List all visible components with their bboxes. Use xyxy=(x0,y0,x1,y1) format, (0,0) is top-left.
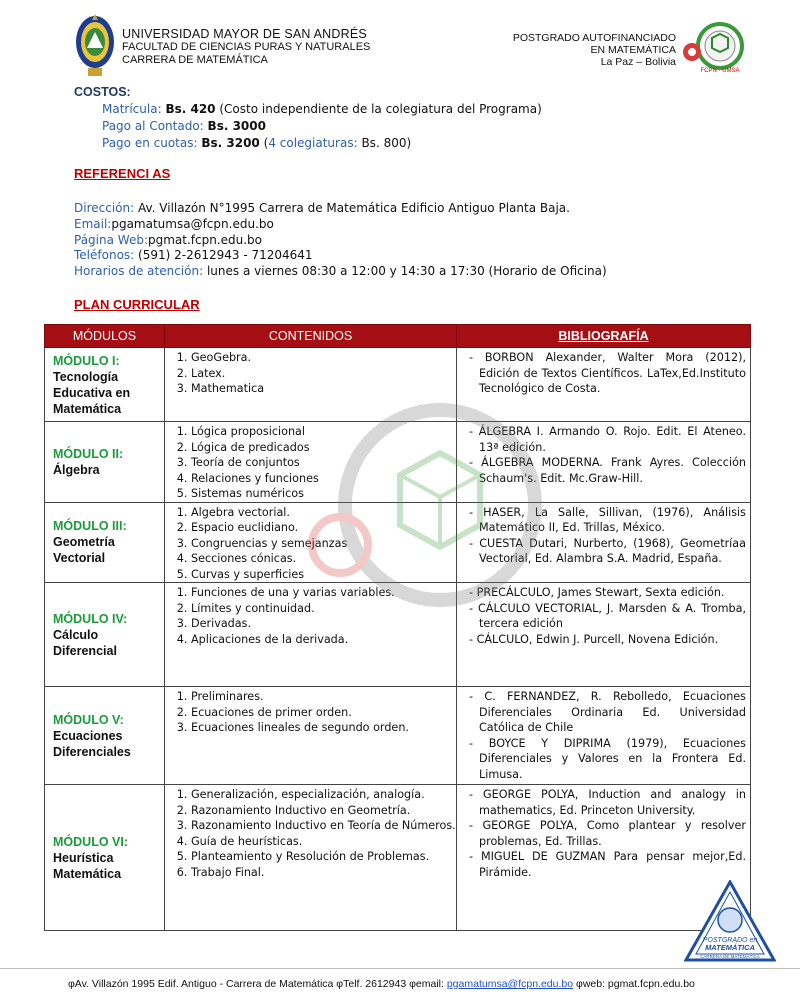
table-row xyxy=(45,583,751,687)
contents-cell xyxy=(165,785,457,931)
content-item: 2. Razonamiento Inductivo en Geometría. xyxy=(191,803,456,819)
module-name: Geometría Vectorial xyxy=(53,535,115,566)
module-cell xyxy=(45,348,165,422)
module-cell xyxy=(45,785,165,931)
contents-cell xyxy=(165,583,457,687)
contents-list xyxy=(165,787,456,880)
matricula-note: (Costo independiente de la colegiatura del Programa) xyxy=(219,102,542,116)
bibliography-item: - PRECÁLCULO, James Stewart, Sexta edición. xyxy=(469,585,746,601)
telefonos-label: Teléfonos: xyxy=(74,248,135,262)
contents-cell xyxy=(165,348,457,422)
content-item: 2. Límites y continuidad. xyxy=(191,601,456,617)
contado-value: Bs. 3000 xyxy=(207,119,266,133)
content-item: 6. Trabajo Final. xyxy=(191,865,456,881)
module-cell xyxy=(45,422,165,503)
university-name: UNIVERSIDAD MAYOR DE SAN ANDRÉS xyxy=(122,27,367,41)
bibliography-item: - ÁLGEBRA I. Armando O. Rojo. Edit. El Ateneo. 13ª edición. xyxy=(469,424,746,455)
stamp-text1: POSTGRADO en xyxy=(702,937,758,944)
content-item: 3. Teoría de conjuntos xyxy=(191,455,456,471)
content-item: 1. Preliminares. xyxy=(191,689,456,705)
contado-line xyxy=(102,119,266,133)
faculty-name: FACULTAD DE CIENCIAS PURAS Y NATURALES xyxy=(122,41,371,53)
table-row xyxy=(45,422,751,503)
direccion-label: Dirección: xyxy=(74,201,135,215)
module-number: MÓDULO II: xyxy=(53,446,124,461)
web-label: Página Web: xyxy=(74,233,148,247)
module-number: MÓDULO I: xyxy=(53,353,120,368)
col-modulos-header: MÓDULOS xyxy=(45,325,165,348)
bibliography-list xyxy=(469,505,746,567)
bibliography-item: - BOYCE Y DIPRIMA (1979), Ecuaciones Diferenciales y Valores en la Frontera Ed. Limusa. xyxy=(469,736,746,783)
stamp-text2: MATEMÁTICA xyxy=(705,943,755,952)
col-bibliografia-header: BIBLIOGRAFÍA xyxy=(457,325,751,348)
plan-title: PLAN CURRICULAR xyxy=(74,297,200,312)
bibliography-item: - CÁLCULO, Edwin J. Purcell, Novena Edición. xyxy=(469,632,746,648)
table-row xyxy=(45,785,751,931)
contado-label: Pago al Contado: xyxy=(102,119,204,133)
table-body xyxy=(45,348,751,931)
telefonos-line xyxy=(74,248,313,262)
col-contenidos-header: CONTENIDOS xyxy=(165,325,457,348)
module-cell xyxy=(45,687,165,785)
matricula-line xyxy=(102,102,542,116)
module-number: MÓDULO III: xyxy=(53,519,127,534)
content-item: 1. Lógica proposicional xyxy=(191,424,456,440)
content-item: 2. Latex. xyxy=(191,366,456,382)
module-cell xyxy=(45,502,165,583)
direccion-line xyxy=(74,201,570,215)
costos-title: COSTOS: xyxy=(74,85,131,99)
bibliography-item: - HASER, La Salle, Sillivan, (1976), Análisis Matemático II, Ed. Trillas, México. xyxy=(469,505,746,536)
table-header-row xyxy=(45,325,751,348)
content-item: 2. Ecuaciones de primer orden. xyxy=(191,705,456,721)
cuotas-note-key: 4 colegiaturas: xyxy=(268,136,358,150)
bibliography-cell xyxy=(457,502,751,583)
email-label: Email: xyxy=(74,217,112,231)
bibliography-cell xyxy=(457,583,751,687)
content-item: 3. Mathematica xyxy=(191,381,456,397)
table-row xyxy=(45,502,751,583)
header-institution xyxy=(122,28,370,67)
web-line xyxy=(74,233,262,247)
direccion-value: Av. Villazón N°1995 Carrera de Matemática Edificio Antiguo Planta Baja. xyxy=(137,201,570,215)
footer-address: φAv. Villazón 1995 Edif. Antiguo - Carrera de Matemática xyxy=(68,978,334,990)
bibliography-item: - CUESTA Dutari, Nurberto, (1968), Geometríaa Vectorial, Ed. Alambra S.A. Madrid, España. xyxy=(469,536,746,567)
header-program xyxy=(513,32,676,68)
content-item: 5. Planteamiento y Resolución de Problemas. xyxy=(191,849,456,865)
email-line xyxy=(74,217,274,231)
career-name: CARRERA DE MATEMÁTICA xyxy=(122,54,268,66)
cuotas-note-rest: Bs. 800) xyxy=(361,136,412,150)
bibliography-list xyxy=(469,787,746,880)
bibliography-list xyxy=(469,585,746,647)
module-number: MÓDULO IV: xyxy=(53,611,128,626)
contents-cell xyxy=(165,502,457,583)
bibliography-item: - MIGUEL DE GUZMAN Para pensar mejor,Ed. Pirámide. xyxy=(469,849,746,880)
horario-line xyxy=(74,264,607,278)
content-item: 1. GeoGebra. xyxy=(191,350,456,366)
bibliography-list xyxy=(469,350,746,397)
content-item: 3. Congruencias y semejanzas xyxy=(191,536,456,552)
contents-list xyxy=(165,689,456,736)
contents-list xyxy=(165,350,456,397)
content-item: 2. Espacio euclidiano. xyxy=(191,520,456,536)
content-item: 5. Curvas y superficies xyxy=(191,567,456,583)
university-crest-logo xyxy=(72,12,118,82)
content-item: 2. Lógica de predicados xyxy=(191,440,456,456)
telefonos-value: (591) 2-2612943 - 71204641 xyxy=(138,248,313,262)
module-name: Ecuaciones Diferenciales xyxy=(53,728,131,759)
curriculum-table xyxy=(44,324,751,931)
horario-value: lunes a viernes 08:30 a 12:00 y 14:30 a 17:30 (Horario de Oficina) xyxy=(206,264,607,278)
content-item: 5. Sistemas numéricos xyxy=(191,486,456,502)
table-row xyxy=(45,348,751,422)
cuotas-line xyxy=(102,136,411,150)
module-number: MÓDULO VI: xyxy=(53,834,128,849)
bibliography-cell xyxy=(457,687,751,785)
bibliography-item: - C. FERNANDEZ, R. Rebolledo, Ecuaciones Diferenciales Ordinaria Ed. Universidad Católica de Chile xyxy=(469,689,746,736)
bibliography-item: - BORBON Alexander, Walter Mora (2012), Edición de Textos Científicos. LaTex,Ed.Instituto Tecnológico de Costa. xyxy=(469,350,746,397)
footer-text xyxy=(68,978,695,990)
bibliography-cell xyxy=(457,422,751,503)
content-item: 3. Ecuaciones lineales de segundo orden. xyxy=(191,720,456,736)
bibliography-item: - GEORGE POLYA, Induction and analogy in mathematics, Ed. Princeton University. xyxy=(469,787,746,818)
content-item: 1. Algebra vectorial. xyxy=(191,505,456,521)
bibliography-list xyxy=(469,424,746,486)
svg-text:FCPN · UMSA: FCPN · UMSA xyxy=(700,68,740,74)
bibliography-cell xyxy=(457,348,751,422)
email-value[interactable]: pgamatumsa@fcpn.edu.bo xyxy=(111,217,274,231)
module-cell xyxy=(45,583,165,687)
content-item: 4. Guía de heurísticas. xyxy=(191,834,456,850)
bibliography-item: - CÁLCULO VECTORIAL, J. Marsden & A. Tromba, tercera edición xyxy=(469,601,746,632)
footer-web: φweb: pgmat.fcpn.edu.bo xyxy=(576,978,695,990)
postgrado-logo xyxy=(678,22,760,74)
referencias-title: REFERENCI AS xyxy=(74,166,171,181)
table-row xyxy=(45,687,751,785)
cuotas-label: Pago en cuotas: xyxy=(102,136,198,150)
bibliography-item: - GEORGE POLYA, Como plantear y resolver problemas, Ed. Trillas. xyxy=(469,818,746,849)
content-item: 4. Secciones cónicas. xyxy=(191,551,456,567)
page-header xyxy=(0,0,800,84)
content-item: 4. Relaciones y funciones xyxy=(191,471,456,487)
matricula-value: Bs. 420 xyxy=(165,102,216,116)
postgrado-stamp xyxy=(684,880,776,966)
matricula-label: Matrícula: xyxy=(102,102,162,116)
module-name: Cálculo Diferencial xyxy=(53,627,117,658)
contents-cell xyxy=(165,687,457,785)
content-item: 4. Aplicaciones de la derivada. xyxy=(191,632,456,648)
contents-cell xyxy=(165,422,457,503)
footer-email-link[interactable]: pgamatumsa@fcpn.edu.bo xyxy=(446,978,574,990)
cuotas-note-open: ( xyxy=(263,136,269,150)
module-number: MÓDULO V: xyxy=(53,712,124,727)
contents-list xyxy=(165,424,456,502)
program-line1: POSTGRADO AUTOFINANCIADO xyxy=(512,32,676,44)
stamp-text3: CARRERA DE MATEMÁTICA xyxy=(700,954,760,959)
contents-list xyxy=(165,505,456,583)
footer-email-label: φemail: xyxy=(409,978,444,990)
content-item: 3. Razonamiento Inductivo en Teoría de Números. xyxy=(191,818,456,834)
program-location: La Paz – Bolivia xyxy=(600,56,676,68)
content-item: 3. Derivadas. xyxy=(191,616,456,632)
program-line2: EN MATEMÁTICA xyxy=(590,44,676,56)
contents-list xyxy=(165,585,456,647)
module-name: Álgebra xyxy=(53,462,100,477)
module-name: Tecnología Educativa en Matemática xyxy=(53,369,131,416)
bibliography-list xyxy=(469,689,746,782)
horario-label: Horarios de atención: xyxy=(74,264,204,278)
web-value[interactable]: pgmat.fcpn.edu.bo xyxy=(147,233,263,247)
bibliography-item: - ÁLGEBRA MODERNA. Frank Ayres. Colección Schaum's. Edit. Mc.Graw-Hill. xyxy=(469,455,746,486)
cuotas-value: Bs. 3200 xyxy=(201,136,260,150)
content-item: 1. Funciones de una y varias variables. xyxy=(191,585,456,601)
content-item: 1. Generalización, especialización, analogía. xyxy=(191,787,456,803)
module-name: Heurística Matemática xyxy=(53,850,122,881)
footer-phone: φTelf. 2612943 xyxy=(336,978,407,990)
